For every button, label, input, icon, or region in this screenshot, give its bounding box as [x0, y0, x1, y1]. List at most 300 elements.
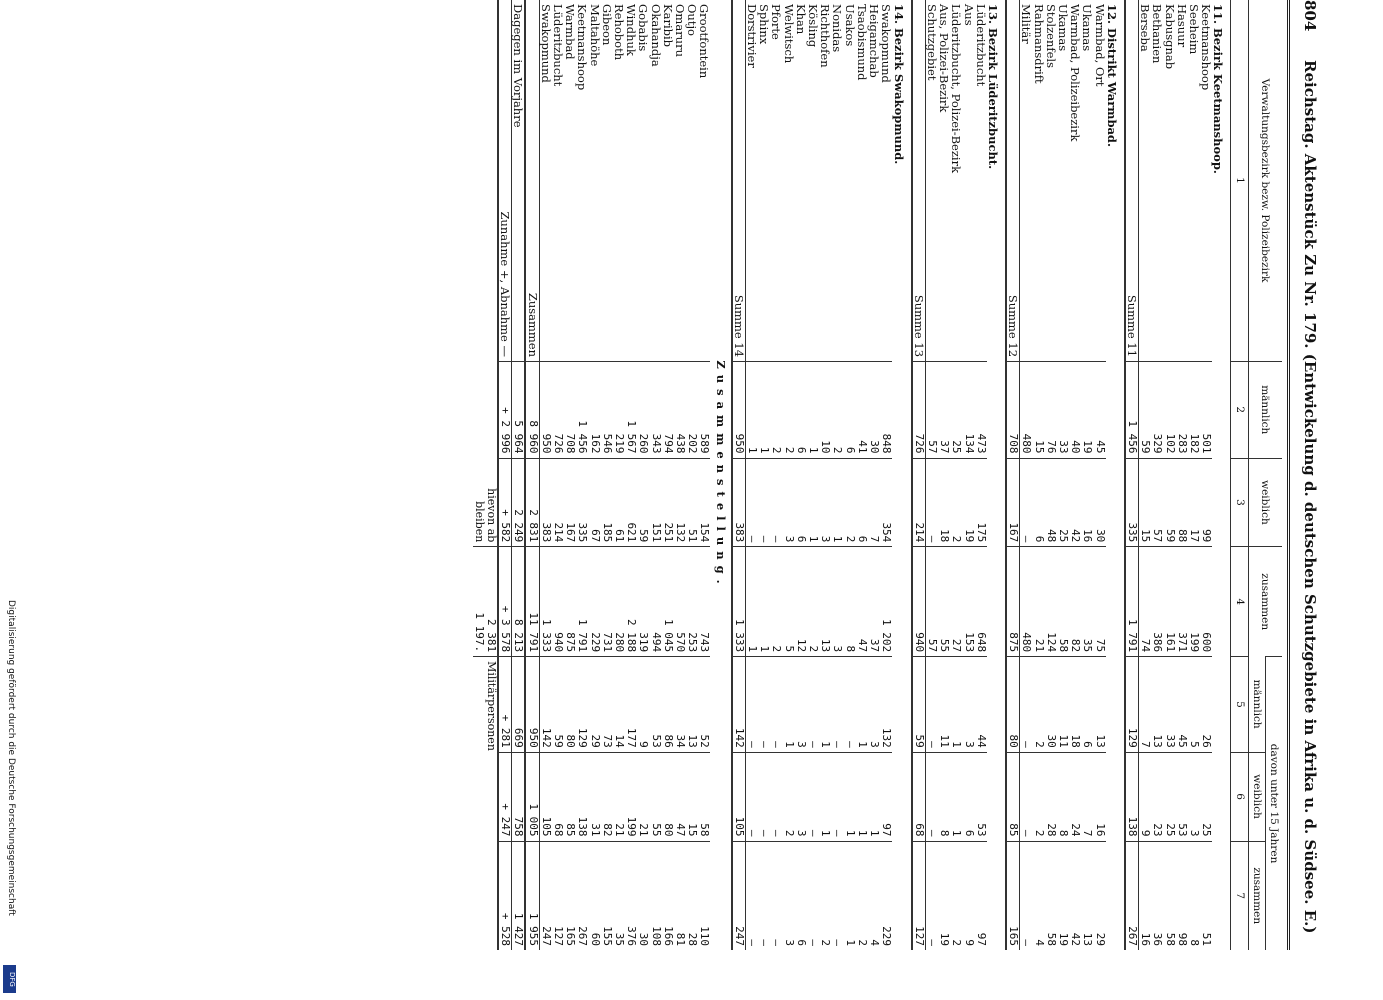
row-value: 52	[698, 657, 710, 753]
row-value: 219	[613, 362, 625, 458]
row-value: 383	[732, 458, 746, 547]
table-row	[856, 0, 868, 950]
row-value: 229	[588, 547, 600, 657]
row-value: 124	[1045, 547, 1057, 657]
row-value: 251	[662, 458, 674, 547]
row-value: + 3 578	[498, 547, 512, 657]
row-value: 129	[576, 657, 588, 753]
row-value: 61	[613, 458, 625, 547]
row-value: 6	[856, 458, 868, 547]
row-value: 14	[613, 657, 625, 753]
table-row	[758, 0, 770, 950]
row-value: 2	[950, 841, 962, 950]
row-value: 30	[1045, 657, 1057, 753]
row-value: 438	[674, 362, 686, 458]
row-label: Lüderitzbucht	[551, 4, 566, 87]
table-row	[950, 0, 962, 950]
row-value: 142	[539, 657, 552, 753]
row-value: 57	[925, 547, 938, 657]
row-value: 950	[732, 362, 746, 458]
row-label: Omaruru	[673, 4, 688, 57]
row-value: 875	[564, 547, 576, 657]
row-value: 8 960	[525, 362, 539, 458]
row-value: 1	[831, 458, 843, 547]
row-value: 13	[686, 657, 698, 753]
row-value: 16	[1138, 841, 1151, 950]
row-value: 708	[564, 362, 576, 458]
hievon-row-value: 2 381	[485, 547, 498, 657]
row-value: 875	[1006, 547, 1020, 657]
row-value: 9	[962, 841, 974, 950]
row-value: —	[758, 458, 770, 547]
row-value: 25	[1057, 458, 1069, 547]
column-number: 3	[1231, 458, 1248, 547]
row-value: 68	[912, 752, 926, 841]
column-number: 5	[1231, 657, 1248, 753]
table-row	[1093, 0, 1105, 950]
row-value: 2	[770, 547, 782, 657]
row-value: 4	[1032, 841, 1044, 950]
row-value: 726	[552, 362, 564, 458]
row-value: 18	[1069, 657, 1081, 753]
side-note	[2, 600, 18, 990]
row-value: 3	[782, 458, 794, 547]
row-value: 354	[880, 458, 892, 547]
row-value: 53	[1176, 752, 1188, 841]
bleiben-row-note	[473, 657, 485, 950]
row-label: Dagegen im Vorjahre	[511, 4, 526, 128]
row-value: —	[831, 752, 843, 841]
row-value: 48	[1045, 458, 1057, 547]
sum-row	[1125, 0, 1139, 950]
table-row	[819, 0, 831, 950]
row-value: —	[844, 657, 856, 753]
row-value: 25	[1200, 752, 1212, 841]
row-value: —	[1020, 657, 1033, 753]
row-value: 51	[1200, 841, 1212, 950]
hievon-row-note: Militärpersonen	[485, 657, 498, 950]
summary-row	[637, 0, 649, 950]
row-value: 35	[1081, 547, 1093, 657]
row-value: 31	[588, 752, 600, 841]
summary-row	[686, 0, 698, 950]
summary-row	[588, 0, 600, 950]
row-value: 6	[962, 752, 974, 841]
row-value: 1	[856, 657, 868, 753]
row-value: 1	[950, 752, 962, 841]
hievon-row-label: hievon ab	[485, 488, 499, 543]
row-value: 15	[1032, 362, 1044, 458]
row-value: 21	[613, 752, 625, 841]
row-value: 3	[868, 657, 880, 753]
row-value: 30	[1093, 458, 1105, 547]
row-value: 2	[819, 841, 831, 950]
sum-row	[732, 0, 746, 950]
row-label: Sphinx	[757, 4, 772, 45]
row-label: Summe 13	[912, 0, 926, 362]
table-row	[1151, 0, 1163, 950]
total-row	[525, 0, 539, 950]
row-value: 167	[1006, 458, 1020, 547]
section-title-text: 13. Bezirk Lüderitzbucht.	[985, 4, 1000, 170]
row-value: 247	[732, 841, 746, 950]
row-value: 343	[649, 362, 661, 458]
row-label: Warmbad, Polizeibezirk	[1068, 4, 1083, 142]
row-value: 3	[962, 657, 974, 753]
row-value: 589	[698, 362, 710, 458]
row-label: Maltahöhe	[587, 4, 602, 67]
row-label: Richthofen	[818, 4, 833, 68]
row-value: 161	[1163, 547, 1175, 657]
previous-year-row	[512, 0, 526, 950]
table-row	[831, 0, 843, 950]
row-label: Ukamas	[1055, 4, 1070, 52]
row-value: 2	[770, 362, 782, 458]
summary-row	[601, 0, 613, 950]
row-value: 19	[1081, 362, 1093, 458]
row-value: 1	[868, 752, 880, 841]
row-value: + 528	[498, 841, 512, 950]
bleiben-row	[473, 0, 485, 950]
row-value: 376	[625, 841, 637, 950]
row-value: 58	[698, 752, 710, 841]
row-value: 34	[674, 657, 686, 753]
row-value: 30	[868, 362, 880, 458]
row-value: 2	[1032, 657, 1044, 753]
table-row	[795, 0, 807, 950]
bleiben-row-label: bleiben	[472, 501, 486, 543]
row-value: —	[770, 752, 782, 841]
row-value: 182	[1188, 362, 1200, 458]
row-value: 73	[601, 657, 613, 753]
column-number: 2	[1231, 362, 1248, 458]
row-value: 3	[1188, 752, 1200, 841]
row-value: 5 964	[512, 362, 526, 458]
row-value: 6	[1081, 657, 1093, 753]
row-value: 45	[1176, 657, 1188, 753]
table-row	[1032, 0, 1044, 950]
row-value: 6	[1032, 458, 1044, 547]
row-value: 267	[576, 841, 588, 950]
row-value: 27	[950, 547, 962, 657]
row-value: 1 427	[512, 841, 526, 950]
section-title	[987, 0, 1006, 950]
row-value: 7	[1138, 657, 1151, 753]
row-value: 57	[925, 362, 938, 458]
row-value: 5	[782, 547, 794, 657]
row-value: —	[770, 841, 782, 950]
row-value: 2	[844, 458, 856, 547]
row-value: —	[1020, 752, 1033, 841]
row-value: —	[758, 752, 770, 841]
row-value: 708	[1006, 362, 1020, 458]
row-value: 19	[1057, 841, 1069, 950]
row-value: 98	[1176, 841, 1188, 950]
row-value: 19	[962, 458, 974, 547]
row-value: 6	[795, 362, 807, 458]
row-value: 16	[1081, 458, 1093, 547]
row-value: 13	[1151, 657, 1163, 753]
row-value: 17	[1188, 458, 1200, 547]
row-value: 600	[1200, 547, 1212, 657]
row-label: Rahmansdrift	[1031, 4, 1046, 84]
table-row	[1081, 0, 1093, 950]
row-value: 1 456	[1125, 362, 1139, 458]
row-value: 59	[552, 657, 564, 753]
row-label: Summe 12	[1006, 0, 1020, 362]
row-value: 127	[912, 841, 926, 950]
row-value: 99	[1200, 458, 1212, 547]
row-value: 13	[1093, 657, 1105, 753]
row-value: 67	[588, 458, 600, 547]
table-row	[880, 0, 892, 950]
sum-row	[1006, 0, 1020, 950]
row-value: 1	[844, 841, 856, 950]
row-value: 19	[938, 841, 950, 950]
row-value: 40	[1069, 362, 1081, 458]
row-value: 214	[552, 458, 564, 547]
row-label: Aus, Polizei-Bezirk	[937, 4, 952, 113]
row-value: 253	[686, 547, 698, 657]
row-value: 165	[564, 841, 576, 950]
row-label: Bethanien	[1150, 4, 1165, 64]
row-value: 319	[637, 547, 649, 657]
row-value: 1	[844, 752, 856, 841]
row-value: 151	[649, 458, 661, 547]
row-value: 743	[698, 547, 710, 657]
section-title-text: 12. Distrikt Warmbad.	[1104, 4, 1119, 147]
row-value: 940	[912, 547, 926, 657]
row-value: 127	[552, 841, 564, 950]
section-title	[892, 0, 911, 950]
col-header-u15-female: weiblich	[1248, 752, 1265, 841]
row-value: 3	[795, 752, 807, 841]
row-value: —	[770, 657, 782, 753]
row-value: 2 188	[625, 547, 637, 657]
row-label: Militär	[1019, 4, 1034, 44]
row-value: 794	[662, 362, 674, 458]
section-title	[1212, 0, 1231, 950]
row-label: Keetmanshoop	[575, 4, 590, 91]
row-value: 11	[938, 657, 950, 753]
row-value: 153	[962, 547, 974, 657]
row-value: 51	[686, 458, 698, 547]
table-row	[1045, 0, 1057, 950]
row-value: 177	[625, 657, 637, 753]
row-value: 2	[807, 547, 819, 657]
row-value: 267	[1125, 841, 1139, 950]
row-value: 9	[637, 657, 649, 753]
row-value: 53	[649, 657, 661, 753]
row-value: 42	[1069, 841, 1081, 950]
row-value: 199	[1188, 547, 1200, 657]
row-value: 1 456	[576, 362, 588, 458]
row-value: 110	[698, 841, 710, 950]
row-value: 940	[552, 547, 564, 657]
row-label: Lüderitzbucht	[973, 4, 988, 87]
row-value: 648	[975, 547, 987, 657]
table-row	[1020, 0, 1033, 950]
summary-row	[698, 0, 710, 950]
table-row	[782, 0, 794, 950]
row-value: 129	[1125, 657, 1139, 753]
row-value: 11	[1057, 657, 1069, 753]
row-value: 1 333	[732, 547, 746, 657]
column-number: 6	[1231, 752, 1248, 841]
row-value: 1	[819, 752, 831, 841]
row-value: 44	[975, 657, 987, 753]
row-value: 1 202	[880, 547, 892, 657]
row-value: —	[925, 458, 938, 547]
row-value: 13	[1081, 841, 1093, 950]
row-value: 25	[950, 362, 962, 458]
row-value: 185	[601, 458, 613, 547]
row-value: 6	[795, 458, 807, 547]
row-value: 154	[698, 458, 710, 547]
row-value: —	[745, 841, 758, 950]
row-label: Ukamas	[1080, 4, 1095, 52]
row-value: 8	[844, 547, 856, 657]
section-title	[1106, 0, 1125, 950]
row-value: 30	[637, 841, 649, 950]
row-label: Summe 11	[1125, 0, 1139, 362]
col-header-female: weiblich	[1248, 458, 1282, 547]
row-label: Heigamchab	[867, 4, 882, 78]
row-value: —	[758, 841, 770, 950]
table-body	[473, 0, 1231, 950]
row-label: Berseba	[1138, 4, 1153, 52]
table-row	[745, 0, 758, 950]
statistics-table	[473, 0, 1282, 950]
row-value: 1	[782, 657, 794, 753]
table-row	[844, 0, 856, 950]
table-row	[938, 0, 950, 950]
row-value: —	[831, 657, 843, 753]
column-number: 7	[1231, 841, 1248, 950]
row-value: 1 045	[662, 547, 674, 657]
row-value: 2	[831, 362, 843, 458]
row-value: 229	[880, 841, 892, 950]
row-value: 138	[1125, 752, 1139, 841]
row-label: Warmbad	[563, 4, 578, 60]
row-value: —	[745, 657, 758, 753]
row-value: 80	[564, 657, 576, 753]
row-value: 16	[1093, 752, 1105, 841]
row-value: —	[758, 657, 770, 753]
row-value: 283	[1176, 362, 1188, 458]
column-number: 4	[1231, 547, 1248, 657]
row-value: 214	[912, 458, 926, 547]
row-value: 55	[649, 752, 661, 841]
row-value: 2	[782, 752, 794, 841]
row-value: 167	[564, 458, 576, 547]
row-label: Grootfontein	[697, 4, 712, 79]
row-value: 8	[1188, 841, 1200, 950]
table-row	[962, 0, 974, 950]
row-value: —	[1020, 458, 1033, 547]
row-value: 18	[938, 458, 950, 547]
table-row	[807, 0, 819, 950]
row-label: Swakopmund	[538, 4, 553, 83]
column-number-row	[1231, 0, 1248, 950]
row-label: Tsaobismund	[854, 4, 869, 81]
col-header-district: Verwaltungsbezirk bezw. Polizeibezirk	[1248, 0, 1282, 362]
table-row	[925, 0, 938, 950]
row-value: 1	[745, 547, 758, 657]
row-value: 47	[674, 752, 686, 841]
row-value: 383	[539, 458, 552, 547]
row-label: Khan	[793, 4, 808, 35]
row-value: 4	[868, 841, 880, 950]
row-value: 280	[613, 547, 625, 657]
row-value: 97	[975, 841, 987, 950]
row-value: 8 213	[512, 547, 526, 657]
row-value: 11 791	[525, 547, 539, 657]
row-value: 2 249	[512, 458, 526, 547]
row-value: 21	[637, 752, 649, 841]
row-value: 59	[1163, 458, 1175, 547]
row-label: Welwitsch	[781, 4, 796, 64]
table-row	[868, 0, 880, 950]
column-number: 1	[1231, 0, 1248, 362]
row-label: Okahandja	[648, 4, 663, 67]
row-value: 155	[601, 841, 613, 950]
row-value: 47	[856, 547, 868, 657]
page-number: 804	[1301, 0, 1319, 32]
row-value: 26	[1200, 657, 1212, 753]
table-row	[770, 0, 782, 950]
row-value: 386	[1151, 547, 1163, 657]
row-value: 41	[856, 362, 868, 458]
summary-row	[552, 0, 564, 950]
row-value: 105	[732, 752, 746, 841]
col-header-total: zusammen	[1248, 547, 1282, 657]
row-label: Karibib	[660, 4, 675, 48]
row-label: Dorstrivier	[745, 4, 760, 68]
row-value: 480	[1020, 362, 1033, 458]
row-value: 6	[844, 362, 856, 458]
row-label: Schutzgebiet	[924, 4, 939, 81]
row-value: 1	[819, 657, 831, 753]
row-label: Warmbad, Ort	[1092, 4, 1107, 87]
row-value: 25	[1163, 752, 1175, 841]
row-value: 86	[662, 657, 674, 753]
table-row	[1057, 0, 1069, 950]
row-value: 2 831	[525, 458, 539, 547]
row-value: —	[807, 841, 819, 950]
row-value: 2	[950, 458, 962, 547]
row-value: 60	[588, 841, 600, 950]
row-value: 473	[975, 362, 987, 458]
row-value: 6	[795, 841, 807, 950]
row-value: 45	[1093, 362, 1105, 458]
row-value: 1	[758, 362, 770, 458]
row-value: —	[745, 458, 758, 547]
row-value: —	[925, 752, 938, 841]
row-value: 102	[1163, 362, 1175, 458]
row-value: —	[925, 657, 938, 753]
row-value: + 582	[498, 458, 512, 547]
row-value: 3	[795, 657, 807, 753]
row-value: 2	[782, 362, 794, 458]
row-value: 1 567	[625, 362, 637, 458]
row-value: 88	[1176, 458, 1188, 547]
row-label: Kösling	[806, 4, 821, 48]
table-row	[1176, 0, 1188, 950]
row-label: Zunahme +, Abnahme —	[498, 0, 512, 362]
row-value: 950	[525, 657, 539, 753]
row-value: 134	[962, 362, 974, 458]
